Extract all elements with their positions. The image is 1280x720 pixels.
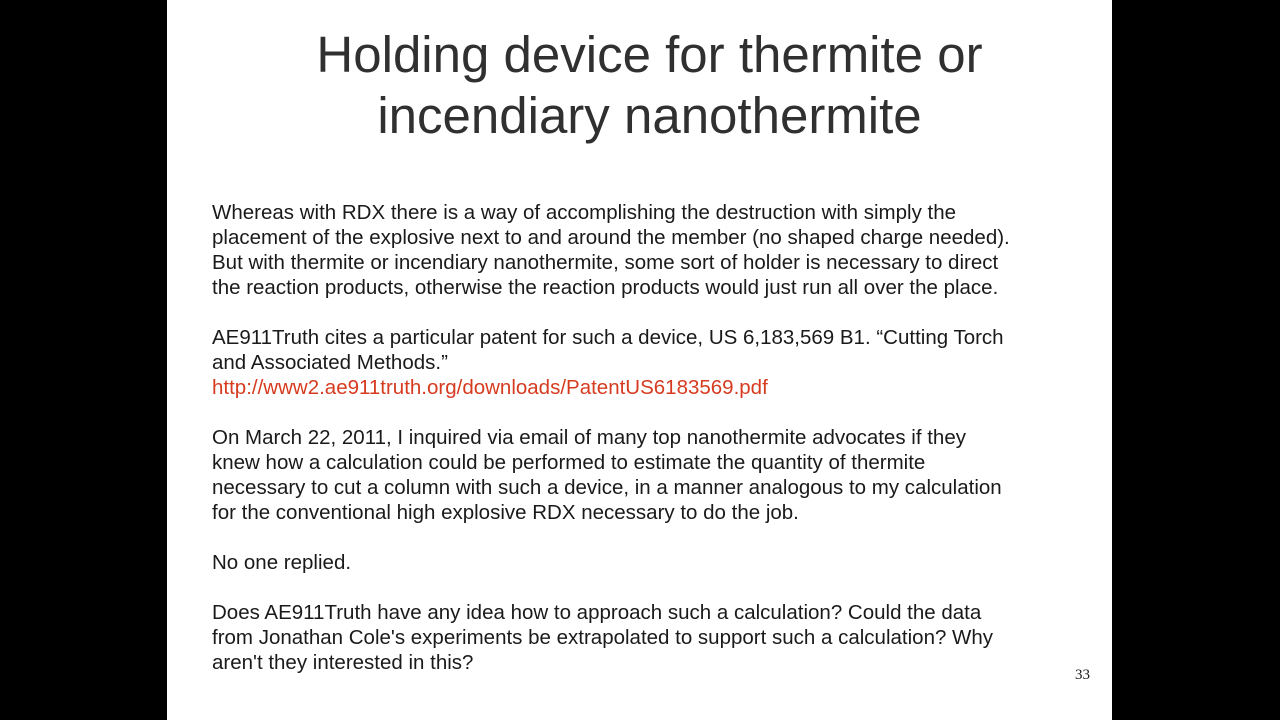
text-line: Whereas with RDX there is a way of accomplishing the destruction with simply the — [212, 201, 957, 224]
text-line: from Jonathan Cole's experiments be extrapolated to support such a calculation? Why — [212, 626, 994, 649]
text-line: for the conventional high explosive RDX necessary to do the job. — [212, 501, 799, 524]
text-line: Does AE911Truth have any idea how to approach such a calculation? Could the data — [212, 601, 982, 624]
paragraph-patent — [212, 325, 1102, 400]
slide — [167, 0, 1112, 720]
patent-pdf-link[interactable]: http://www2.ae911truth.org/downloads/PatentUS6183569.pdf — [212, 376, 768, 399]
slide-title-line-1: Holding device for thermite or — [316, 26, 983, 83]
text-line: knew how a calculation could be performed to estimate the quantity of thermite — [212, 451, 926, 474]
text-line: But with thermite or incendiary nanothermite, some sort of holder is necessary to direct — [212, 251, 999, 274]
page-number: 33 — [1075, 667, 1090, 683]
text-line: aren't they interested in this? — [212, 651, 474, 674]
paragraph-no-reply — [212, 550, 1102, 575]
text-line: and Associated Methods.” — [212, 351, 448, 374]
text-line: the reaction products, otherwise the reaction products would just run all over the place. — [212, 276, 999, 299]
text-line: No one replied. — [212, 551, 352, 574]
patent-link-line — [212, 375, 1102, 400]
text-line: necessary to cut a column with such a device, in a manner analogous to my calculation — [212, 476, 1002, 499]
text-line: On March 22, 2011, I inquired via email of many top nanothermite advocates if they — [212, 426, 966, 449]
slide-title — [167, 24, 1112, 146]
text-line: placement of the explosive next to and around the member (no shaped charge needed). — [212, 226, 1010, 249]
paragraph-rdx-comparison — [212, 200, 1102, 300]
slide-title-line-2: incendiary nanothermite — [377, 87, 922, 144]
slide-body — [212, 200, 1102, 700]
paragraph-questions — [212, 600, 1102, 675]
paragraph-inquiry — [212, 425, 1102, 525]
text-line: AE911Truth cites a particular patent for such a device, US 6,183,569 B1. “Cutting Torch — [212, 326, 1004, 349]
